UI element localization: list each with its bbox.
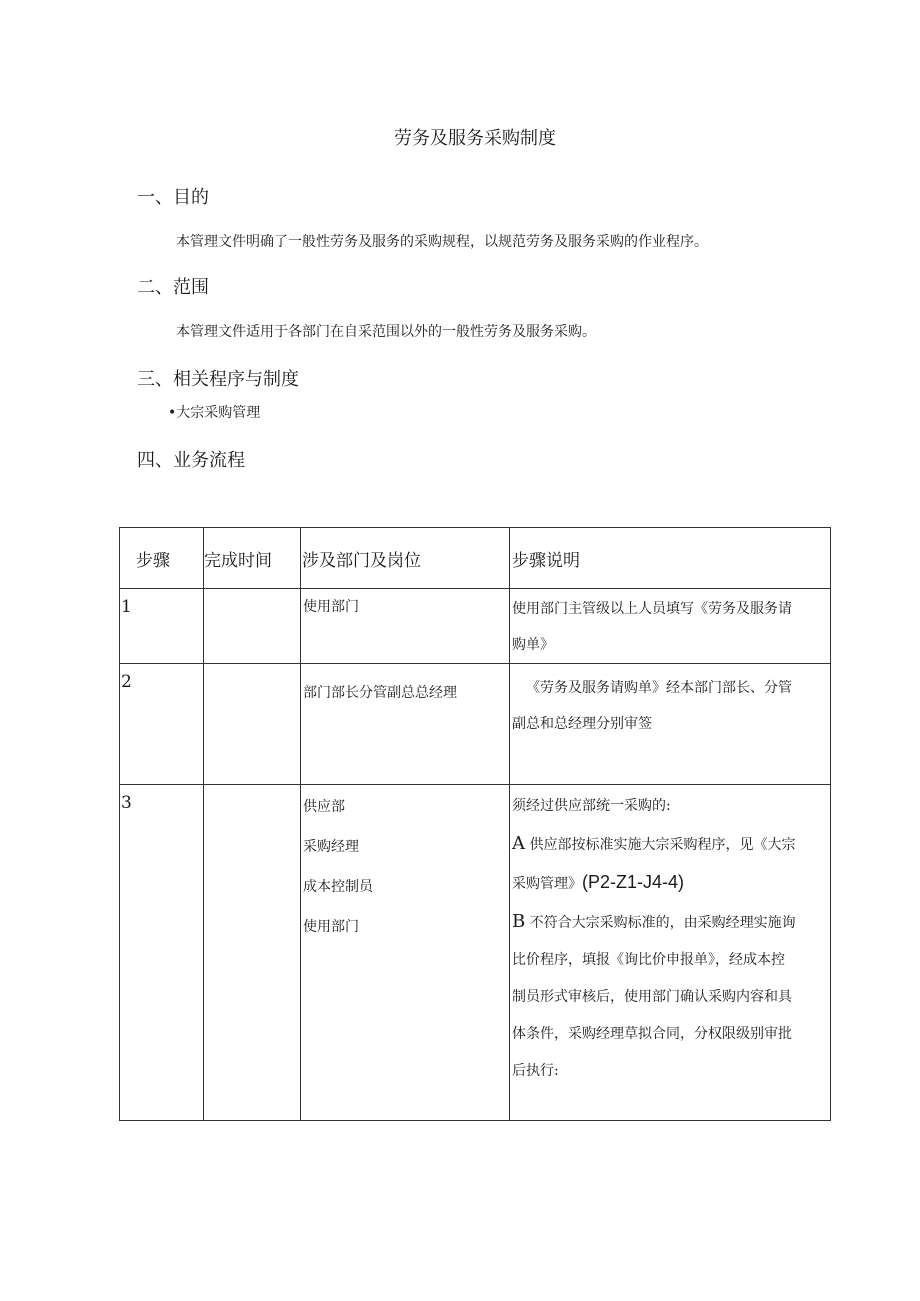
desc-line: 体条件，采购经理草拟合同，分权限级别审批 [512,1026,792,1042]
desc-line: 比价程序，填报《询比价申报单》，经成本控 [512,952,785,968]
table-row [120,589,831,664]
desc-cell [510,785,831,1121]
section-body-scope: 本管理文件适用于各部门在自采范围以外的一般性劳务及服务采购。 [176,324,596,340]
item-a-text: 供应部按标准实施大宗采购程序，见《大宗 [525,837,796,853]
dept-name: 采购经理 [303,839,359,855]
procedure-code: (P2-Z1-J4-4) [582,872,685,892]
desc-cell [510,664,831,785]
desc-line: 购单》 [512,637,554,653]
step-number: 1 [120,589,204,664]
dept-name: 部门部长分管副总总经理 [303,685,457,701]
item-a-letter: A [512,833,525,854]
section-heading-process: 四、业务流程 [137,450,245,471]
completion-time [204,785,301,1121]
process-table [119,527,831,1121]
desc-intro: 须经过供应部统一采购的: [512,798,671,814]
desc-item-a-cont [512,864,830,903]
section-heading-purpose: 一、目的 [137,187,209,208]
step-number: 3 [120,785,204,1121]
page-title: 劳务及服务采购制度 [394,128,556,149]
section-heading-scope: 二、范围 [137,277,209,298]
header-step: 步骤 [120,528,204,589]
header-dept: 涉及部门及岗位 [301,528,510,589]
dept-name: 使用部门 [303,919,359,935]
desc-item-b [512,903,830,942]
dept-name: 成本控制员 [303,879,373,895]
dept-cell [301,589,510,664]
desc-line: 副总和总经理分别审签 [512,716,652,732]
section-body-purpose: 本管理文件明确了一般性劳务及服务的采购规程，以规范劳务及服务采购的作业程序。 [176,234,708,250]
table-row [120,785,831,1121]
desc-line: 使用部门主管级以上人员填写《劳务及服务请 [512,601,792,617]
dept-cell [301,664,510,785]
related-bullet-item: •大宗采购管理 [168,405,261,421]
dept-name: 供应部 [303,799,345,815]
table-header-row [120,528,831,589]
header-desc: 步骤说明 [510,528,831,589]
table-row [120,664,831,785]
desc-item-a [512,825,830,864]
step-number: 2 [120,664,204,785]
item-b-text: 不符合大宗采购标准的，由采购经理实施询 [525,915,796,931]
header-time: 完成时间 [204,528,301,589]
completion-time [204,589,301,664]
desc-line: 制员形式审核后，使用部门确认采购内容和具 [512,989,792,1005]
section-heading-related: 三、相关程序与制度 [137,369,299,390]
item-a-text-cont: 采购管理》 [512,876,582,892]
dept-name: 使用部门 [303,599,359,615]
desc-line: 后执行: [512,1063,559,1079]
desc-cell [510,589,831,664]
item-b-letter: B [512,911,526,932]
dept-cell [301,785,510,1121]
completion-time [204,664,301,785]
desc-line: 《劳务及服务请购单》经本部门部长、分管 [526,680,792,696]
